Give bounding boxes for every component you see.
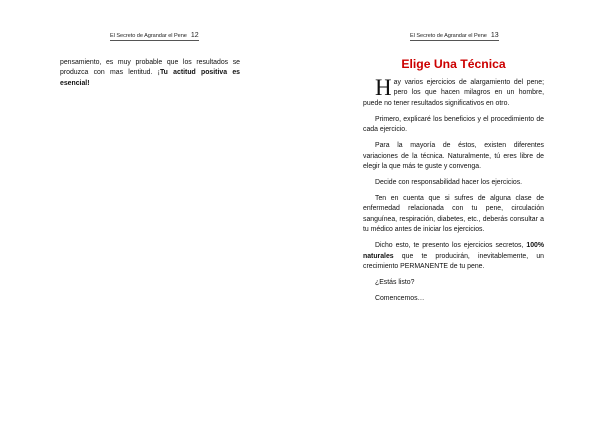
paragraph-5: Ten en cuenta que si sufres de alguna clase de enfermedad relacionada con tu pene, circulación sanguínea, respiración, diabetes, etc., deberás consultar a tu médico antes de iniciar los ejercicios.: [363, 195, 544, 234]
paragraph-1-text: ay varios ejercicios de alargamiento del pene; pero los que hacen milagros en un hombre, puede no tener resultados significativos en otro.: [363, 79, 544, 107]
left-header-title: El Secreto de Agrandar el Pene: [110, 33, 187, 39]
right-page-body: [363, 75, 544, 310]
chapter-title: Elige Una Técnica: [401, 57, 506, 71]
paragraph-6-text-b: que te producirán, inevitablemente, un crecimiento PERMANENTE de tu pene.: [363, 252, 544, 271]
paragraph-6: [363, 241, 544, 272]
paragraph-8: Comencemos…: [375, 295, 425, 303]
left-paragraph-text: pensamiento, es muy probable que los resultados se produzca con mas lentitud. ¡: [60, 59, 240, 77]
paragraph-2: Primero, explicaré los beneficios y el procedimiento de cada ejercicio.: [363, 115, 544, 134]
left-page-body: [60, 58, 240, 95]
paragraph-6-text-a: Dicho esto, te presento los ejercicios secretos,: [375, 242, 527, 250]
left-paragraph: [60, 58, 240, 89]
paragraph-1: [363, 75, 544, 109]
paragraph-4: Decide con responsabilidad hacer los ejercicios.: [375, 179, 523, 187]
right-header-title: El Secreto de Agrandar el Pene: [410, 33, 487, 39]
left-page-header: [110, 32, 199, 41]
right-page-number: 13: [490, 32, 499, 39]
right-page-header: [410, 32, 499, 41]
paragraph-6-bold: 100% naturales: [363, 242, 544, 260]
paragraph-7: ¿Estás listo?: [375, 279, 415, 287]
left-page-number: 12: [190, 32, 199, 39]
paragraph-3: Para la mayoría de éstos, existen diferentes variaciones de la técnica. Naturalmente, tú eres libre de elegir la que más te guste y convenga.: [363, 142, 544, 171]
drop-cap: H: [375, 75, 392, 100]
left-paragraph-bold: Tu actitud positiva es esencial!: [60, 69, 240, 87]
right-page: [300, 0, 600, 424]
